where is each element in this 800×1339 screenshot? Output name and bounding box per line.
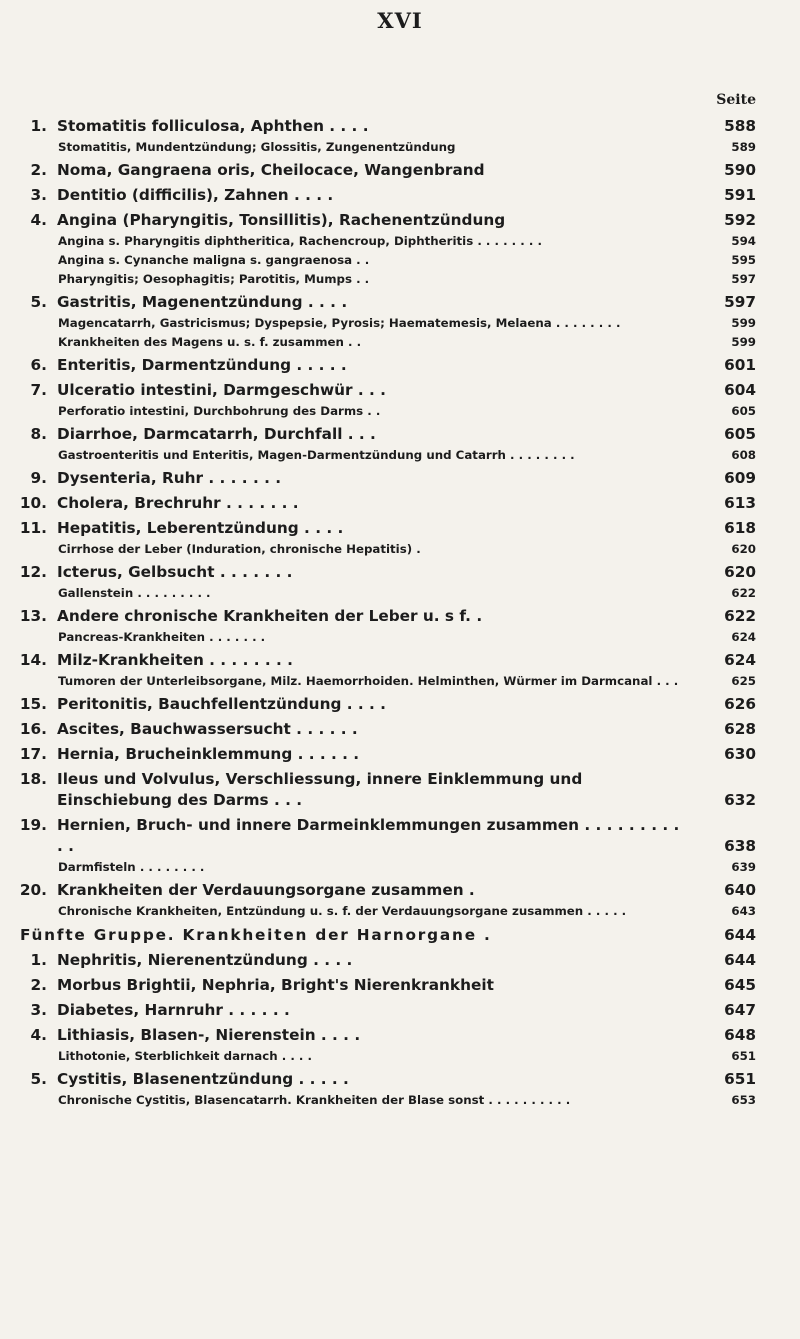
- entry-title: Dysenteria, Ruhr . . . . . . .: [57, 469, 282, 487]
- toc-subentry: [0, 271, 800, 288]
- toc-entry: [0, 355, 800, 376]
- entry-title: Hernia, Brucheinklemmung . . . . . .: [57, 745, 360, 763]
- entry-title: Lithiasis, Blasen-, Nierenstein . . . .: [57, 1026, 361, 1044]
- entry-title: Perforatio intestini, Durchbohrung des Darms . .: [58, 404, 381, 418]
- page-column-header: Seite: [716, 92, 756, 108]
- entry-page-number: 588: [724, 117, 756, 135]
- toc-entry: [0, 606, 800, 627]
- entry-title: Stomatitis, Mundentzündung; Glossitis, Zungenentzündung: [58, 140, 456, 154]
- toc-subentry: [0, 1092, 800, 1109]
- entry-page-number: 595: [731, 253, 756, 267]
- entry-title: Hepatitis, Leberentzündung . . . .: [57, 519, 344, 537]
- entry-page-number: 653: [731, 1093, 756, 1107]
- entry-number: 18.: [19, 770, 47, 788]
- toc-entry: [0, 650, 800, 671]
- entry-title: Morbus Brightii, Nephria, Bright's Nierenkrankheit: [57, 976, 494, 994]
- entry-page-number: 647: [724, 1001, 756, 1019]
- toc-subentry: [0, 315, 800, 332]
- entry-title: Gallenstein . . . . . . . . .: [58, 586, 211, 600]
- entry-page-number: 624: [731, 630, 756, 644]
- entry-title: Pharyngitis; Oesophagitis; Parotitis, Mumps . .: [58, 272, 370, 286]
- toc-subentry: [0, 403, 800, 420]
- toc-entry: [0, 1069, 800, 1090]
- entry-number: 4.: [30, 211, 47, 229]
- entry-page-number: 605: [731, 404, 756, 418]
- toc-entry: [0, 744, 800, 765]
- entry-title: Andere chronische Krankheiten der Leber u. s f. .: [57, 607, 483, 625]
- entry-number: 10.: [19, 494, 47, 512]
- entry-title: Pancreas-Krankheiten . . . . . . .: [58, 630, 266, 644]
- entry-number: 17.: [19, 745, 47, 763]
- toc-entry: [0, 380, 800, 401]
- entry-title: Milz-Krankheiten . . . . . . . .: [57, 651, 293, 669]
- entry-title: Tumoren der Unterleibsorgane, Milz. Haemorrhoiden. Helminthen, Würmer im Darmcanal . . .: [58, 674, 679, 688]
- entry-number: 14.: [19, 651, 47, 669]
- entry-title: Darmfisteln . . . . . . . .: [58, 860, 205, 874]
- entry-title: Gastritis, Magenentzündung . . . .: [57, 293, 348, 311]
- entry-title: Krankheiten der Verdauungsorgane zusammen .: [57, 881, 475, 899]
- toc-entry: [0, 424, 800, 445]
- entry-title: Cholera, Brechruhr . . . . . . .: [57, 494, 299, 512]
- entry-title: Peritonitis, Bauchfellentzündung . . . .: [57, 695, 386, 713]
- entry-number: 9.: [30, 469, 47, 487]
- entry-number: 12.: [19, 563, 47, 581]
- entry-page-number: 622: [731, 586, 756, 600]
- entry-page-number: 645: [724, 976, 756, 994]
- entry-number: 2.: [30, 161, 47, 179]
- toc-entry: [0, 1000, 800, 1021]
- entry-number: 16.: [19, 720, 47, 738]
- toc-subentry: [0, 334, 800, 351]
- toc-entry: [0, 185, 800, 206]
- entry-number: 2.: [30, 976, 47, 994]
- entry-number: 6.: [30, 356, 47, 374]
- entry-title: Ascites, Bauchwassersucht . . . . . .: [57, 720, 358, 738]
- page-number: XVI: [377, 8, 423, 33]
- toc-subentry: [0, 541, 800, 558]
- entry-number: 1.: [30, 951, 47, 969]
- entry-page-number: 604: [724, 381, 756, 399]
- toc-entry: [0, 950, 800, 971]
- entry-page-number: 592: [724, 211, 756, 229]
- entry-page-number: 597: [731, 272, 756, 286]
- entry-title: Diabetes, Harnruhr . . . . . .: [57, 1001, 290, 1019]
- entry-title: Ulceratio intestini, Darmgeschwür . . .: [57, 381, 386, 399]
- entry-title: Angina s. Cynanche maligna s. gangraenosa . .: [58, 253, 370, 267]
- entry-page-number: 599: [731, 335, 756, 349]
- toc-subentry: [0, 629, 800, 646]
- entry-title: Diarrhoe, Darmcatarrh, Durchfall . . .: [57, 425, 376, 443]
- entry-page-number: 626: [724, 695, 756, 713]
- entry-number: 20.: [19, 881, 47, 899]
- toc-entry: [0, 210, 800, 231]
- entry-title: Fünfte Gruppe. Krankheiten der Harnorgane .: [20, 926, 492, 944]
- toc-entry: [0, 694, 800, 715]
- entry-page-number: 628: [724, 720, 756, 738]
- entry-page-number: 644: [724, 926, 756, 944]
- entry-title: Noma, Gangraena oris, Cheilocace, Wangenbrand: [57, 161, 485, 179]
- entry-page-number: 590: [724, 161, 756, 179]
- entry-page-number: 630: [724, 745, 756, 763]
- entry-page-number: 591: [724, 186, 756, 204]
- entry-page-number: 601: [724, 356, 756, 374]
- entry-title: Chronische Cystitis, Blasencatarrh. Krankheiten der Blase sonst . . . . . . . . . .: [58, 1093, 571, 1107]
- entry-page-number: 639: [731, 860, 756, 874]
- entry-page-number: 632: [724, 791, 756, 809]
- toc-entry: [0, 1025, 800, 1046]
- toc-entry: [0, 493, 800, 514]
- entry-page-number: 638: [724, 837, 756, 855]
- entry-page-number: 640: [724, 881, 756, 899]
- entry-page-number: 613: [724, 494, 756, 512]
- entry-number: 15.: [19, 695, 47, 713]
- toc-entry: [0, 116, 800, 137]
- entry-number: 7.: [30, 381, 47, 399]
- entry-page-number: 643: [731, 904, 756, 918]
- entry-title: Ileus und Volvulus, Verschliessung, innere Einklemmung und Einschiebung des Darms . . .: [57, 770, 583, 809]
- entry-page-number: 589: [731, 140, 756, 154]
- entry-page-number: 644: [724, 951, 756, 969]
- toc-subentry: [0, 903, 800, 920]
- entry-number: 19.: [19, 816, 47, 834]
- entry-title: Hernien, Bruch- und innere Darmeinklemmungen zusammen . . . . . . . . . . .: [57, 816, 680, 855]
- entry-title: Chronische Krankheiten, Entzündung u. s. f. der Verdauungsorgane zusammen . . . . .: [58, 904, 627, 918]
- toc-entry: [0, 518, 800, 539]
- entry-number: 5.: [30, 293, 47, 311]
- entry-number: 8.: [30, 425, 47, 443]
- entry-page-number: 625: [731, 674, 756, 688]
- entry-title: Angina (Pharyngitis, Tonsillitis), Rachenentzündung: [57, 211, 506, 229]
- toc-subentry: [0, 139, 800, 156]
- toc-subentry: [0, 673, 800, 690]
- table-of-contents: [0, 112, 800, 1109]
- entry-number: 5.: [30, 1070, 47, 1088]
- entry-title: Lithotonie, Sterblichkeit darnach . . . .: [58, 1049, 313, 1063]
- entry-page-number: 651: [724, 1070, 756, 1088]
- entry-title: Gastroenteritis und Enteritis, Magen-Darmentzündung und Catarrh . . . . . . . .: [58, 448, 575, 462]
- toc-entry: [0, 769, 800, 811]
- toc-entry: [0, 815, 800, 857]
- entry-number: 4.: [30, 1026, 47, 1044]
- entry-page-number: 605: [724, 425, 756, 443]
- entry-title: Icterus, Gelbsucht . . . . . . .: [57, 563, 293, 581]
- toc-subentry: [0, 585, 800, 602]
- entry-page-number: 620: [724, 563, 756, 581]
- toc-entry: [0, 468, 800, 489]
- entry-page-number: 599: [731, 316, 756, 330]
- toc-subentry: [0, 859, 800, 876]
- entry-number: 11.: [19, 519, 47, 537]
- entry-page-number: 622: [724, 607, 756, 625]
- toc-entry: [0, 975, 800, 996]
- entry-title: Dentitio (difficilis), Zahnen . . . .: [57, 186, 334, 204]
- entry-title: Cystitis, Blasenentzündung . . . . .: [57, 1070, 349, 1088]
- entry-title: Enteritis, Darmentzündung . . . . .: [57, 356, 347, 374]
- entry-page-number: 594: [731, 234, 756, 248]
- entry-number: 3.: [30, 186, 47, 204]
- toc-entry: [0, 160, 800, 181]
- entry-page-number: 648: [724, 1026, 756, 1044]
- entry-page-number: 597: [724, 293, 756, 311]
- toc-subentry: [0, 233, 800, 250]
- toc-subentry: [0, 447, 800, 464]
- entry-page-number: 609: [724, 469, 756, 487]
- entry-title: Nephritis, Nierenentzündung . . . .: [57, 951, 353, 969]
- entry-number: 3.: [30, 1001, 47, 1019]
- entry-title: Angina s. Pharyngitis diphtheritica, Rachencroup, Diphtheritis . . . . . . . .: [58, 234, 542, 248]
- entry-title: Krankheiten des Magens u. s. f. zusammen . .: [58, 335, 362, 349]
- entry-title: Cirrhose der Leber (Induration, chronische Hepatitis) .: [58, 542, 421, 556]
- toc-entry: [0, 562, 800, 583]
- entry-title: Stomatitis folliculosa, Aphthen . . . .: [57, 117, 369, 135]
- entry-page-number: 618: [724, 519, 756, 537]
- entry-page-number: 624: [724, 651, 756, 669]
- entry-number: 1.: [30, 117, 47, 135]
- toc-entry: [0, 880, 800, 901]
- toc-subentry: [0, 252, 800, 269]
- entry-page-number: 608: [731, 448, 756, 462]
- entry-page-number: 651: [731, 1049, 756, 1063]
- entry-page-number: 620: [731, 542, 756, 556]
- entry-number: 13.: [19, 607, 47, 625]
- entry-title: Magencatarrh, Gastricismus; Dyspepsie, Pyrosis; Haematemesis, Melaena . . . . . . . .: [58, 316, 621, 330]
- toc-subentry: [0, 1048, 800, 1065]
- toc-group-heading: [0, 925, 800, 946]
- toc-entry: [0, 719, 800, 740]
- toc-entry: [0, 292, 800, 313]
